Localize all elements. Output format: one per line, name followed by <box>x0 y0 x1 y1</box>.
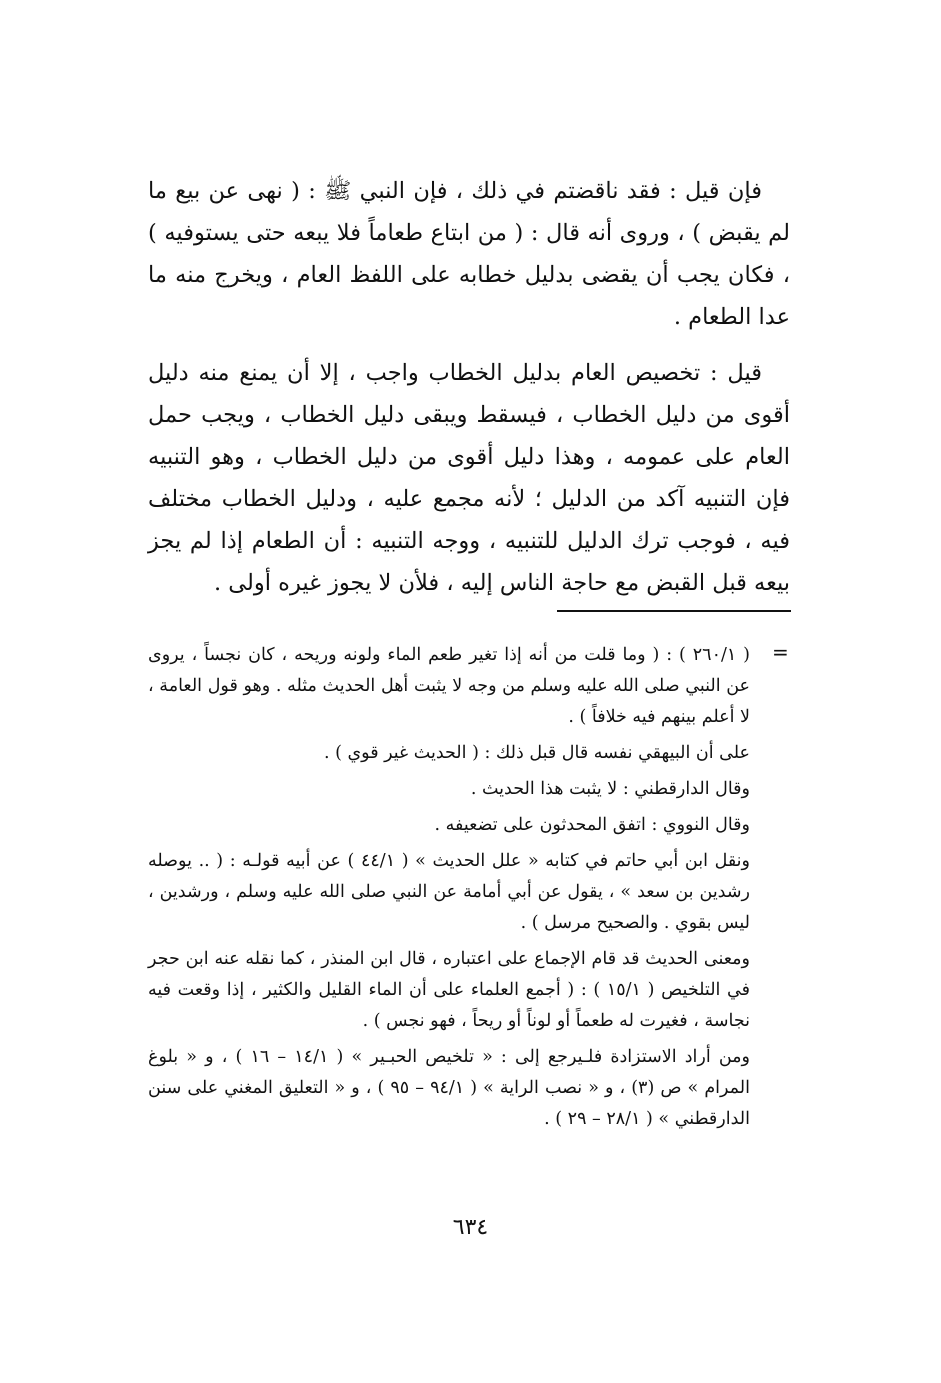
footnote-separator <box>557 610 791 612</box>
footnote-line-4: وقال النووي : اتفق المحدثون على تضعيفه . <box>434 815 750 835</box>
footnote-line-2: على أن البيهقي نفسه قال قبل ذلك : ( الحديث غير قوي ) . <box>323 743 750 763</box>
footnote-line-7: ومن أراد الاستزادة فلـيرجع إلى : « تلخيص الحبـير » ( ١٤/١ – ١٦ ) ، و « بلوغ المرام » ص (٣) ، و « نصب الراية » ( ٩٤/١ – ٩٥ ) ، و « التعليق المغني على سنن الدارقطني » ( ٢٨/١ – ٢٩ ) . <box>148 1047 750 1129</box>
footnote-line-5: ونقل ابن أبي حاتم في كتابه « علل الحديث » ( ٤٤/١ ) عن أبيه قولـه : ( .. يوصله رشدين بن سعد » ، يقول عن أبي أمامة عن النبي صلى الله عليه وسلم ، ورشدين ، ليس بقوي . والصحيح مرسل ) . <box>148 851 751 933</box>
main-paragraph-2: قيل : تخصيص العام بدليل الخطاب واجب ، إلا أن يمنع منه دليل أقوى من دليل الخطاب ، فيسقط ويبقى دليل الخطاب ، ويجب حمل العام على عمومه ، وهذا دليل أقوى من دليل الخطاب ، وهو التنبيه فإن التنبيه آكد من الدليل ؛ لأنه مجمع عليه ، ودليل الخطاب مختلف فيه ، فوجب ترك الدليل للتنبيه ، ووجه التنبيه : أن الطعام إذا لم يجز بيعه قبل القبض مع حاجة الناس إليه ، فلأن لا يجوز غيره أولى . <box>148 360 790 596</box>
main-paragraph-1: فإن قيل : فقد ناقضتم في ذلك ، فإن النبي ﷺ : ( نهى عن بيع ما لم يقبض ) ، وروى أنه قال : ( من ابتاع طعاماً فلا يبعه حتى يستوفيه ) ، فكان يجب أن يقضى بدليل خطابه على اللفظ العام ، ويخرج منه ما عدا الطعام . <box>148 178 790 330</box>
footnotes <box>148 640 750 1135</box>
footnote-line-3: وقال الدارقطني : لا يثبت هذا الحديث . <box>470 779 750 799</box>
footnote-line-1: ( ٢٦٠/١ ) : ( وما قلت من أنه إذا تغير طعم الماء ولونه وريحه ، كان نجساً ، يروى عن النبي صلى الله عليه وسلم من وجه لا يثبت أهل الحديث مثله . وهو قول العامة ، لا أعلم بينهم فيه خلافاً ) . <box>148 645 750 727</box>
page-number: ٦٣٤ <box>452 1215 489 1240</box>
footnote-continuation-marker: = <box>772 640 789 664</box>
main-text <box>148 170 790 604</box>
footnote-line-6: ومعنى الحديث قد قام الإجماع على اعتباره ، قال ابن المنذر ، كما نقله عنه ابن حجر في التلخيص ( ١٥/١ ) : ( أجمع العلماء على أن الماء القليل والكثير ، إذا وقعت فيه نجاسة ، فغيرت له طعماً أو لوناً أو ريحاً ، فهو نجس ) . <box>148 949 750 1031</box>
